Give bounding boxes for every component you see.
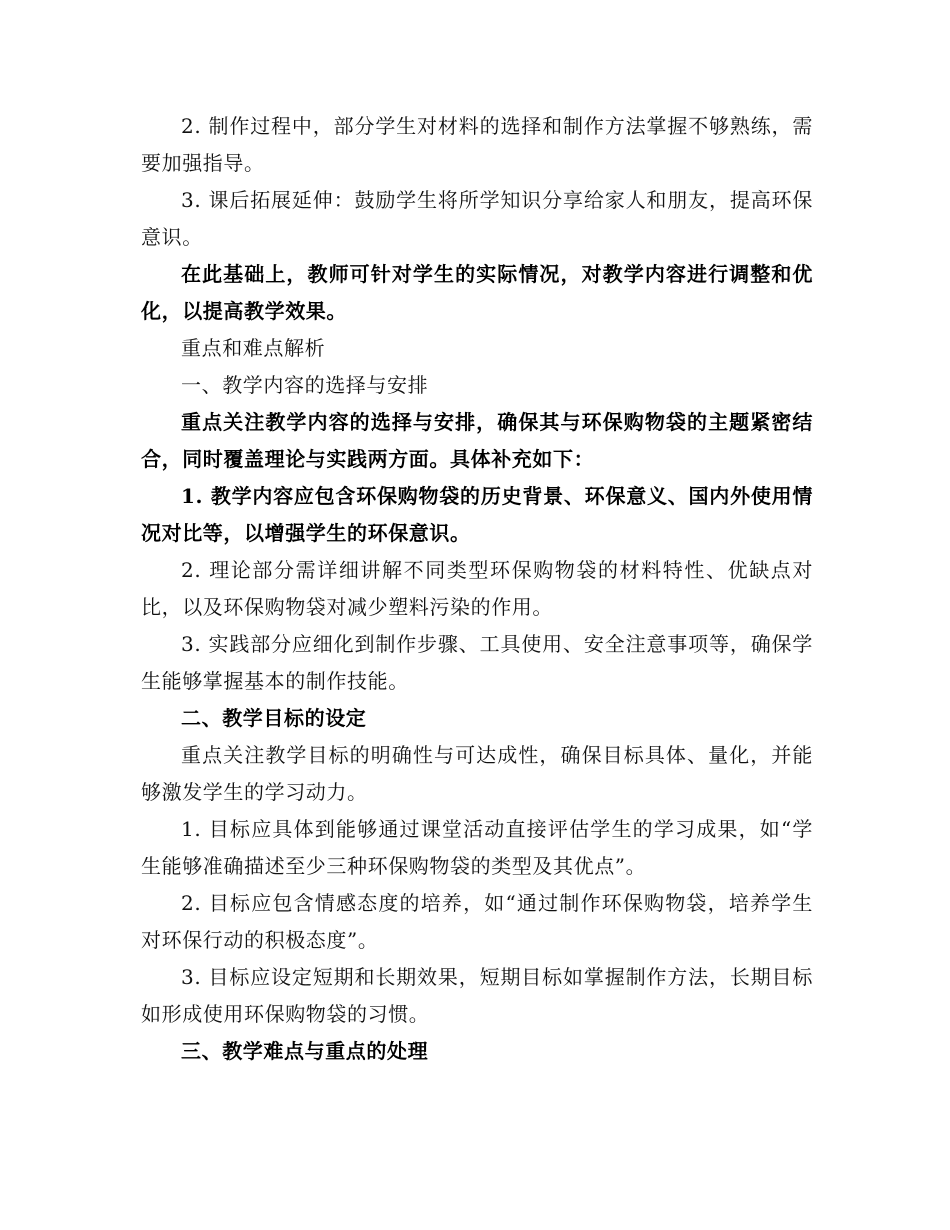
section-heading-key-points: 重点和难点解析 bbox=[181, 336, 326, 360]
document-body bbox=[141, 108, 813, 1070]
list-item-content-2: 2. 理论部分需详细讲解不同类型环保购物袋的材料特性、优缺点对比，以及环保购物袋对减少塑料污染的作用。 bbox=[141, 558, 813, 619]
subheading-difficulties: 三、教学难点与重点的处理 bbox=[181, 1039, 429, 1063]
list-item-content-1: 1. 教学内容应包含环保购物袋的历史背景、环保意义、国内外使用情况对比等，以增强学生的环保意识。 bbox=[141, 484, 813, 545]
paragraph-content-focus: 重点关注教学内容的选择与安排，确保其与环保购物袋的主题紧密结合，同时覆盖理论与实践两方面。具体补充如下： bbox=[141, 410, 813, 471]
paragraph-step-2-guidance: 2. 制作过程中，部分学生对材料的选择和制作方法掌握不够熟练，需要加强指导。 bbox=[141, 114, 813, 175]
subheading-teaching-goals: 二、教学目标的设定 bbox=[181, 706, 367, 730]
paragraph-goals-focus: 重点关注教学目标的明确性与可达成性，确保目标具体、量化，并能够激发学生的学习动力。 bbox=[141, 743, 813, 804]
list-item-content-3: 3. 实践部分应细化到制作步骤、工具使用、安全注意事项等，确保学生能够掌握基本的制作技能。 bbox=[141, 632, 813, 693]
subheading-content-selection: 一、教学内容的选择与安排 bbox=[181, 373, 429, 397]
paragraph-step-3-extension: 3. 课后拓展延伸：鼓励学生将所学知识分享给家人和朋友，提高环保意识。 bbox=[141, 188, 813, 249]
list-item-goals-3: 3. 目标应设定短期和长期效果，短期目标如掌握制作方法，长期目标如形成使用环保购物袋的习惯。 bbox=[141, 965, 813, 1026]
list-item-goals-1: 1. 目标应具体到能够通过课堂活动直接评估学生的学习成果，如“学生能够准确描述至少三种环保购物袋的类型及其优点”。 bbox=[141, 817, 813, 878]
list-item-goals-2: 2. 目标应包含情感态度的培养，如“通过制作环保购物袋，培养学生对环保行动的积极态度”。 bbox=[141, 891, 813, 952]
paragraph-adjustment-summary: 在此基础上，教师可针对学生的实际情况，对教学内容进行调整和优化，以提高教学效果。 bbox=[141, 262, 813, 323]
